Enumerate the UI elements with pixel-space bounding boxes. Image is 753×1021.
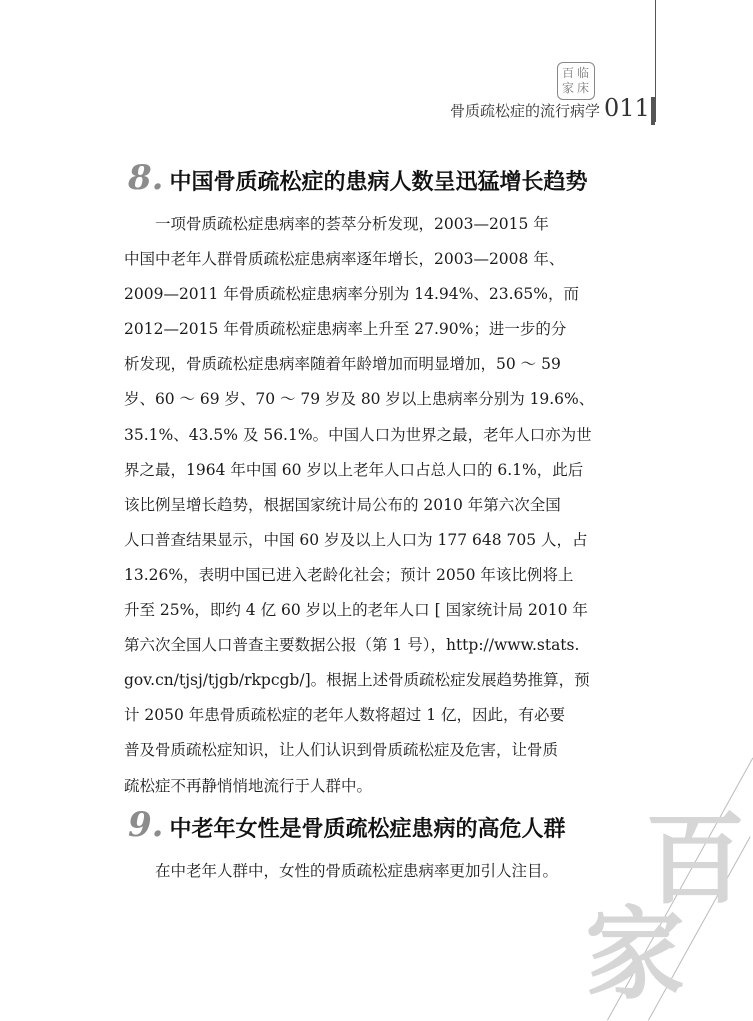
body-line: 2009—2011 年骨质疏松症患病率分别为 14.94%、23.65%，而 <box>124 285 579 304</box>
section-8-title: 中国骨质疏松症的患病人数呈迅猛增长趋势 <box>169 170 588 195</box>
body-line: 界之最，1964 年中国 60 岁以上老年人口占总人口的 6.1%，此后 <box>124 460 584 479</box>
watermark-char: 百 <box>645 801 745 918</box>
body-line: 析发现，骨质疏松症患病率随着年龄增加而明显增加，50 ～ 59 <box>124 355 561 374</box>
page-number: 011 <box>604 94 650 122</box>
body-line: 人口普查结果显示，中国 60 岁及以上人口为 177 648 705 人，占 <box>124 530 588 549</box>
body-line: gov.cn/tjsj/tjgb/rkpcgb/]。根据上述骨质疏松症发展趋势推算，预 <box>124 671 590 690</box>
section-9-number: 9. <box>128 805 164 845</box>
body-line: 计 2050 年患骨质疏松症的老年人数将超过 1 亿，因此，有必要 <box>124 706 566 725</box>
section-8-number: 8. <box>128 158 164 198</box>
seal-logo: 百 临 家 床 <box>557 62 595 100</box>
running-title: 骨质疏松症的流行病学 <box>450 102 601 120</box>
section-8-heading <box>128 158 588 198</box>
section-9-title: 中老年女性是骨质疏松症患病的高危人群 <box>169 817 566 842</box>
body-line: 该比例呈增长趋势，根据国家统计局公布的 2010 年第六次全国 <box>124 495 561 514</box>
body-line: 一项骨质疏松症患病率的荟萃分析发现，2003—2015 年 <box>124 215 549 233</box>
body-line: 普及骨质疏松症知识，让人们认识到骨质疏松症及危害，让骨质 <box>124 741 559 760</box>
header-tick <box>651 97 655 125</box>
header-rule <box>655 0 656 122</box>
body-line: 第六次全国人口普查主要数据公报（第 1 号），http://www.stats. <box>124 636 580 655</box>
section-9-paragraph: 在中老年人群中，女性的骨质疏松症患病率更加引人注目。 <box>124 862 559 880</box>
section-8-body <box>124 207 594 804</box>
body-line: 岁、60 ～ 69 岁、70 ～ 79 岁及 80 岁以上患病率分别为 19.6%、 <box>124 390 595 409</box>
body-line: 中国中老年人群骨质疏松症患病率逐年增长，2003—2008 年、 <box>124 250 565 269</box>
watermark-char: 家 <box>585 896 685 1013</box>
body-line: 升至 25%，即约 4 亿 60 岁以上的老年人口 [ 国家统计局 2010 年 <box>124 601 588 620</box>
section-9-heading <box>128 805 566 845</box>
body-line: 疏松症不再静悄悄地流行于人群中。 <box>124 776 373 795</box>
body-line: 35.1%、43.5% 及 56.1%。中国人口为世界之最，老年人口亦为世 <box>124 425 592 444</box>
body-line: 2012—2015 年骨质疏松症患病率上升至 27.90%；进一步的分 <box>124 320 567 339</box>
body-line: 13.26%，表明中国已进入老龄化社会；预计 2050 年该比例将上 <box>124 565 574 584</box>
